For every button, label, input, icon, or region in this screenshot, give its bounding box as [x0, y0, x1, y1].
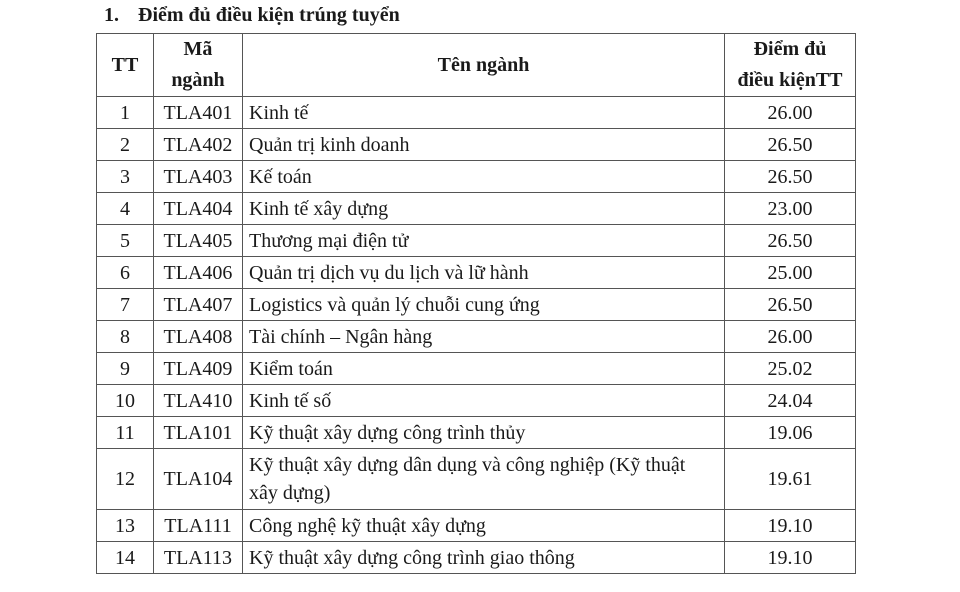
cell-name: Kinh tế xây dựng [243, 193, 725, 225]
cell-name: Kinh tế số [243, 385, 725, 417]
header-score-line2: điều kiệnTT [737, 69, 843, 91]
cell-name: Kỹ thuật xây dựng công trình giao thông [243, 542, 725, 574]
cell-tt: 4 [97, 193, 154, 225]
cell-code: TLA401 [154, 97, 243, 129]
cell-score: 26.50 [725, 225, 856, 257]
table-row [97, 542, 856, 574]
cell-code: TLA408 [154, 321, 243, 353]
cell-tt: 13 [97, 510, 154, 542]
section-heading [104, 4, 400, 27]
cell-tt: 14 [97, 542, 154, 574]
header-name: Tên ngành [243, 34, 725, 97]
table-row [97, 193, 856, 225]
cell-score: 26.00 [725, 321, 856, 353]
table-body [97, 97, 856, 574]
table-row [97, 449, 856, 510]
cell-score: 19.06 [725, 417, 856, 449]
header-score [725, 34, 856, 97]
cell-name: Kinh tế [243, 97, 725, 129]
cell-tt: 3 [97, 161, 154, 193]
cell-score: 24.04 [725, 385, 856, 417]
cell-name: Kỹ thuật xây dựng công trình thủy [243, 417, 725, 449]
section-number: 1. [104, 4, 119, 26]
cell-tt: 8 [97, 321, 154, 353]
cell-name: Công nghệ kỹ thuật xây dựng [243, 510, 725, 542]
cell-name: Kỹ thuật xây dựng dân dụng và công nghiệp (Kỹ thuật xây dựng) [243, 449, 725, 510]
cell-code: TLA405 [154, 225, 243, 257]
cell-tt: 2 [97, 129, 154, 161]
cell-tt: 12 [97, 449, 154, 510]
header-code-line1: Mã [183, 38, 213, 60]
cell-code: TLA101 [154, 417, 243, 449]
cell-code: TLA403 [154, 161, 243, 193]
cell-tt: 11 [97, 417, 154, 449]
cell-name: Thương mại điện tử [243, 225, 725, 257]
table-row [97, 321, 856, 353]
cell-score: 26.50 [725, 129, 856, 161]
cell-tt: 10 [97, 385, 154, 417]
cell-tt: 7 [97, 289, 154, 321]
table-row [97, 257, 856, 289]
cell-score: 19.10 [725, 542, 856, 574]
cell-name: Quản trị kinh doanh [243, 129, 725, 161]
table-row [97, 225, 856, 257]
cell-name: Logistics và quản lý chuỗi cung ứng [243, 289, 725, 321]
cell-score: 19.10 [725, 510, 856, 542]
admission-score-table [96, 33, 856, 574]
cell-tt: 5 [97, 225, 154, 257]
table-row [97, 97, 856, 129]
cell-name: Kiểm toán [243, 353, 725, 385]
header-code-line2: ngành [171, 69, 225, 91]
table-row [97, 385, 856, 417]
cell-code: TLA407 [154, 289, 243, 321]
table-row [97, 417, 856, 449]
cell-tt: 6 [97, 257, 154, 289]
cell-score: 26.00 [725, 97, 856, 129]
cell-score: 23.00 [725, 193, 856, 225]
section-title: Điểm đủ điều kiện trúng tuyển [138, 4, 400, 26]
cell-code: TLA104 [154, 449, 243, 510]
cell-code: TLA111 [154, 510, 243, 542]
table-row [97, 510, 856, 542]
cell-code: TLA404 [154, 193, 243, 225]
header-score-line1: Điểm đủ [753, 38, 827, 60]
header-tt: TT [97, 34, 154, 97]
cell-score: 19.61 [725, 449, 856, 510]
cell-tt: 9 [97, 353, 154, 385]
cell-tt: 1 [97, 97, 154, 129]
header-code [154, 34, 243, 97]
cell-score: 26.50 [725, 289, 856, 321]
cell-score: 26.50 [725, 161, 856, 193]
cell-code: TLA410 [154, 385, 243, 417]
cell-name: Tài chính – Ngân hàng [243, 321, 725, 353]
cell-code: TLA402 [154, 129, 243, 161]
cell-name: Kế toán [243, 161, 725, 193]
table-row [97, 289, 856, 321]
cell-score: 25.02 [725, 353, 856, 385]
table-row [97, 353, 856, 385]
cell-code: TLA113 [154, 542, 243, 574]
table-row [97, 129, 856, 161]
cell-code: TLA409 [154, 353, 243, 385]
cell-name: Quản trị dịch vụ du lịch và lữ hành [243, 257, 725, 289]
cell-code: TLA406 [154, 257, 243, 289]
table-header-row [97, 34, 856, 97]
cell-score: 25.00 [725, 257, 856, 289]
table-row [97, 161, 856, 193]
